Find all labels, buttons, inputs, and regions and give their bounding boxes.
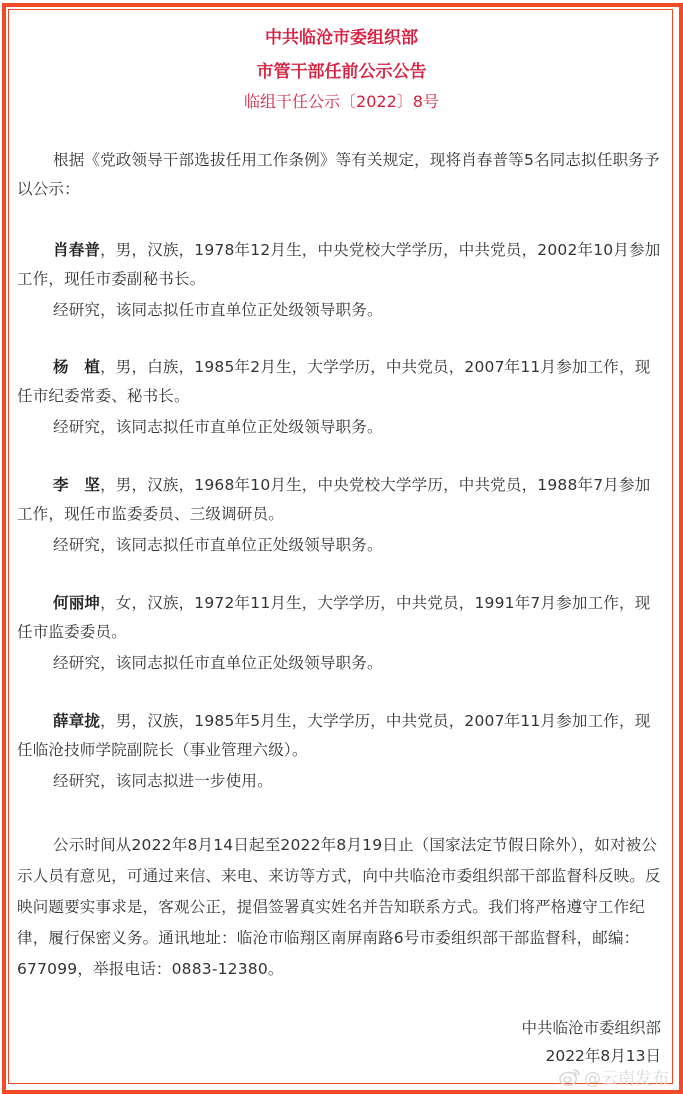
candidate-4-bio: 何丽坤，女，汉族，1972年11月生，大学学历，中共党员，1991年7月参加工作，现任市监委委员。 [17, 594, 651, 641]
weibo-logo-icon [559, 1067, 581, 1087]
candidate-3-decision: 经研究，该同志拟任市直单位正处级领导职务。 [53, 536, 383, 554]
candidate-5-bio: 薛章拢，男，汉族，1985年5月生，大学学历，中共党员，2007年11月参加工作，现任临沧技师学院副院长（事业管理六级）。 [17, 712, 651, 759]
watermark [559, 1064, 669, 1089]
watermark-text: @云南发布 [584, 1069, 669, 1089]
candidate-name: 肖春普 [53, 241, 101, 259]
candidate-5-decision: 经研究，该同志拟进一步使用。 [53, 772, 273, 790]
candidate-1-decision: 经研究，该同志拟任市直单位正处级领导职务。 [53, 301, 383, 319]
notice-paragraph: 公示时间从2022年8月14日起至2022年8月19日止（国家法定节假日除外），如对被公示人员有意见，可通过来信、来电、来访等方式，向中共临沧市委组织部干部监督科反映。反映问题要实事求是，客观公正，提倡签署真实姓名并告知联系方式。我们将严格遵守工作纪律，履行保密义务。通讯地址：临沧市临翔区南屏南路6号市委组织部干部监督科，邮编：677099，举报电话：0883-12380。 [17, 836, 661, 978]
notice-title: 市管干部任前公示公告 [256, 62, 427, 82]
candidate-1-bio: 肖春普，男，汉族，1978年12月生，中央党校大学学历，中共党员，2002年10月参加工作，现任市委副秘书长。 [17, 241, 661, 288]
candidate-name: 杨 植 [53, 358, 101, 376]
candidate-2-decision: 经研究，该同志拟任市直单位正处级领导职务。 [53, 418, 383, 436]
candidate-4-decision: 经研究，该同志拟任市直单位正处级领导职务。 [53, 654, 383, 672]
candidate-3-bio: 李 坚，男，汉族，1968年10月生，中央党校大学学历，中共党员，1988年7月参加工作，现任市监委委员、三级调研员。 [17, 476, 651, 523]
signature-date: 2022年8月13日 [545, 1047, 661, 1065]
candidate-2-bio: 杨 植，男，白族，1985年2月生，大学学历，中共党员，2007年11月参加工作，现任市纪委常委、秘书长。 [17, 358, 651, 405]
signature-org: 中共临沧市委组织部 [521, 1019, 661, 1037]
document-number: 临组干任公示〔2022〕8号 [244, 92, 439, 111]
candidate-name: 薛章拢 [53, 712, 101, 730]
candidate-name: 李 坚 [53, 476, 101, 494]
org-title: 中共临沧市委组织部 [265, 28, 418, 48]
intro-paragraph: 根据《党政领导干部选拔任用工作条例》等有关规定，现将肖春普等5名同志拟任职务予以公示： [17, 151, 660, 198]
candidate-name: 何丽坤 [53, 594, 101, 612]
